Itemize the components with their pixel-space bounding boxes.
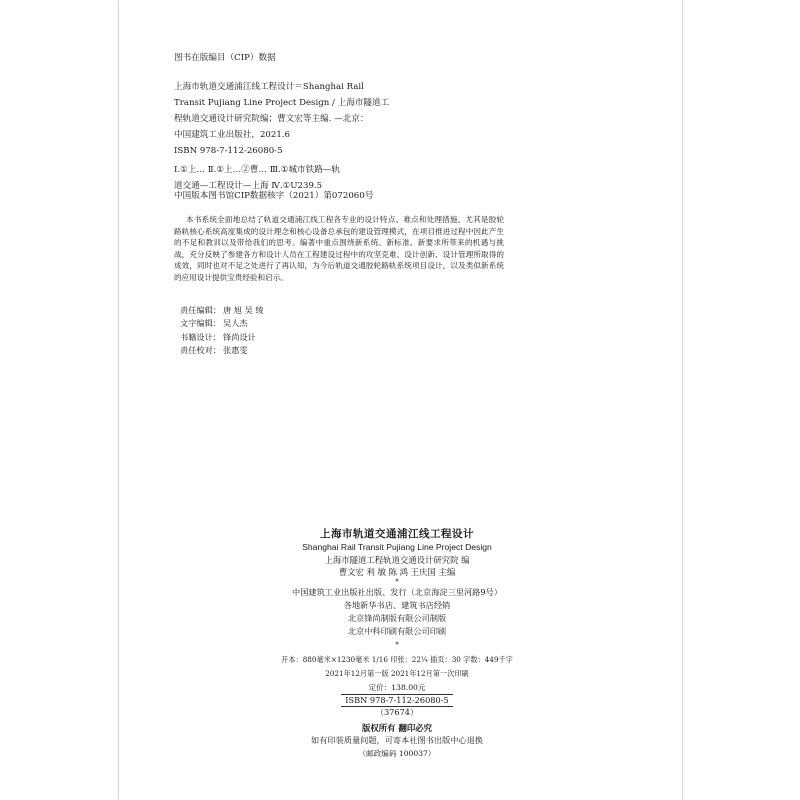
book-summary: 本书系统全面地总结了轨道交通浦江线工程各专业的设计特点、难点和处理措施。尤其是胶轮路轨核心系统高度集成的设计理念和核心设备总承包的建设管理模式，在项目推进过程中因此产生的不足和教训以及带给我们的思考。编著中重点围绕新系统、新标准、新要求所带来的机遇与挑战，充分反映了参建各方和设计人员在工程建设过程中的攻坚克难、设计创新、设计管理所取得的成效，同时也对不足之处进行了再认知，为今后轨道交通胶轮路轨系统项目设计，以及类似新系统的应用设计提供宝贵经验和启示。 bbox=[174, 215, 504, 282]
cip-line: 程轨道交通设计研究院编；曹文宏等主编. —北京： bbox=[174, 114, 369, 124]
editor-name: 唐 旭 吴 绫 bbox=[223, 305, 264, 315]
separator-asterisk: * bbox=[395, 578, 399, 586]
colophon-quality-notice: 如有印装质量问题，可寄本社图书出版中心退换 bbox=[311, 735, 483, 745]
cip-line: Transit Pujiang Line Project Design / 上海市隧道工 bbox=[174, 98, 390, 108]
editor-row bbox=[174, 331, 264, 344]
cip-class-line: 道交通—工程设计—上海 Ⅳ.①U239.5 bbox=[174, 181, 323, 191]
colophon-edition: 2021年12月第一版 2021年12月第一次印刷 bbox=[325, 669, 469, 678]
editor-role: 书籍设计： bbox=[180, 331, 221, 342]
separator-asterisk: * bbox=[395, 641, 399, 649]
editor-name: 吴人杰 bbox=[223, 318, 248, 329]
colophon-title: 上海市轨道交通浦江线工程设计 bbox=[320, 528, 474, 540]
editor-name: 张惠雯 bbox=[223, 344, 248, 355]
editor-row bbox=[174, 317, 264, 330]
colophon-organization: 上海市隧道工程轨道交通设计研究院 编 bbox=[324, 555, 470, 565]
colophon-distributor: 各地新华书店、建筑书店经销 bbox=[343, 600, 451, 610]
cip-line: 中国建筑工业出版社，2021.6 bbox=[174, 130, 291, 140]
cip-line: ISBN 978-7-112-26080-5 bbox=[174, 146, 283, 156]
colophon-price: 定价：138.00元 bbox=[368, 683, 426, 692]
cip-class-line: Ⅰ.①上… Ⅱ.①上…②曹… Ⅲ.①城市铁路—轨 bbox=[174, 165, 341, 175]
colophon-rights: 版权所有 翻印必究 bbox=[362, 723, 432, 733]
editor-name: 锋尚设计 bbox=[223, 331, 256, 342]
editor-role: 责任校对： bbox=[180, 344, 221, 355]
colophon-authors: 曹文宏 利 敏 陈 鸿 王庆国 主编 bbox=[338, 567, 456, 577]
colophon-printer: 北京中科印刷有限公司印刷 bbox=[347, 626, 447, 636]
copyright-page bbox=[118, 0, 683, 800]
colophon-title-en: Shanghai Rail Transit Pujiang Line Project Design bbox=[302, 542, 492, 552]
colophon-publisher: 中国建筑工业出版社出版、发行（北京海淀三里河路9号） bbox=[292, 587, 502, 597]
cip-heading: 图书在版编目（CIP）数据 bbox=[174, 53, 276, 63]
editor-row bbox=[174, 304, 264, 317]
editorial-credits bbox=[174, 304, 264, 357]
colophon-isbn: ISBN 978-7-112-26080-5 bbox=[341, 694, 453, 707]
editor-role: 责任编辑： bbox=[180, 305, 221, 315]
cip-line: 上海市轨道交通浦江线工程设计＝Shanghai Rail bbox=[174, 82, 364, 92]
cip-number: 中国版本图书馆CIP数据核字（2021）第072060号 bbox=[174, 191, 374, 201]
editor-role: 文字编辑： bbox=[180, 318, 221, 329]
colophon-specs: 开本：880毫米×1230毫米 1/16 印张：22¼ 插页：30 字数：449千字 bbox=[281, 655, 513, 664]
colophon-typesetter: 北京锋尚制版有限公司制版 bbox=[347, 613, 447, 623]
colophon-code: （37674） bbox=[375, 707, 419, 717]
editor-row bbox=[174, 344, 264, 357]
cip-record bbox=[174, 79, 504, 159]
colophon-postcode: （邮政编码 100037） bbox=[358, 749, 436, 758]
